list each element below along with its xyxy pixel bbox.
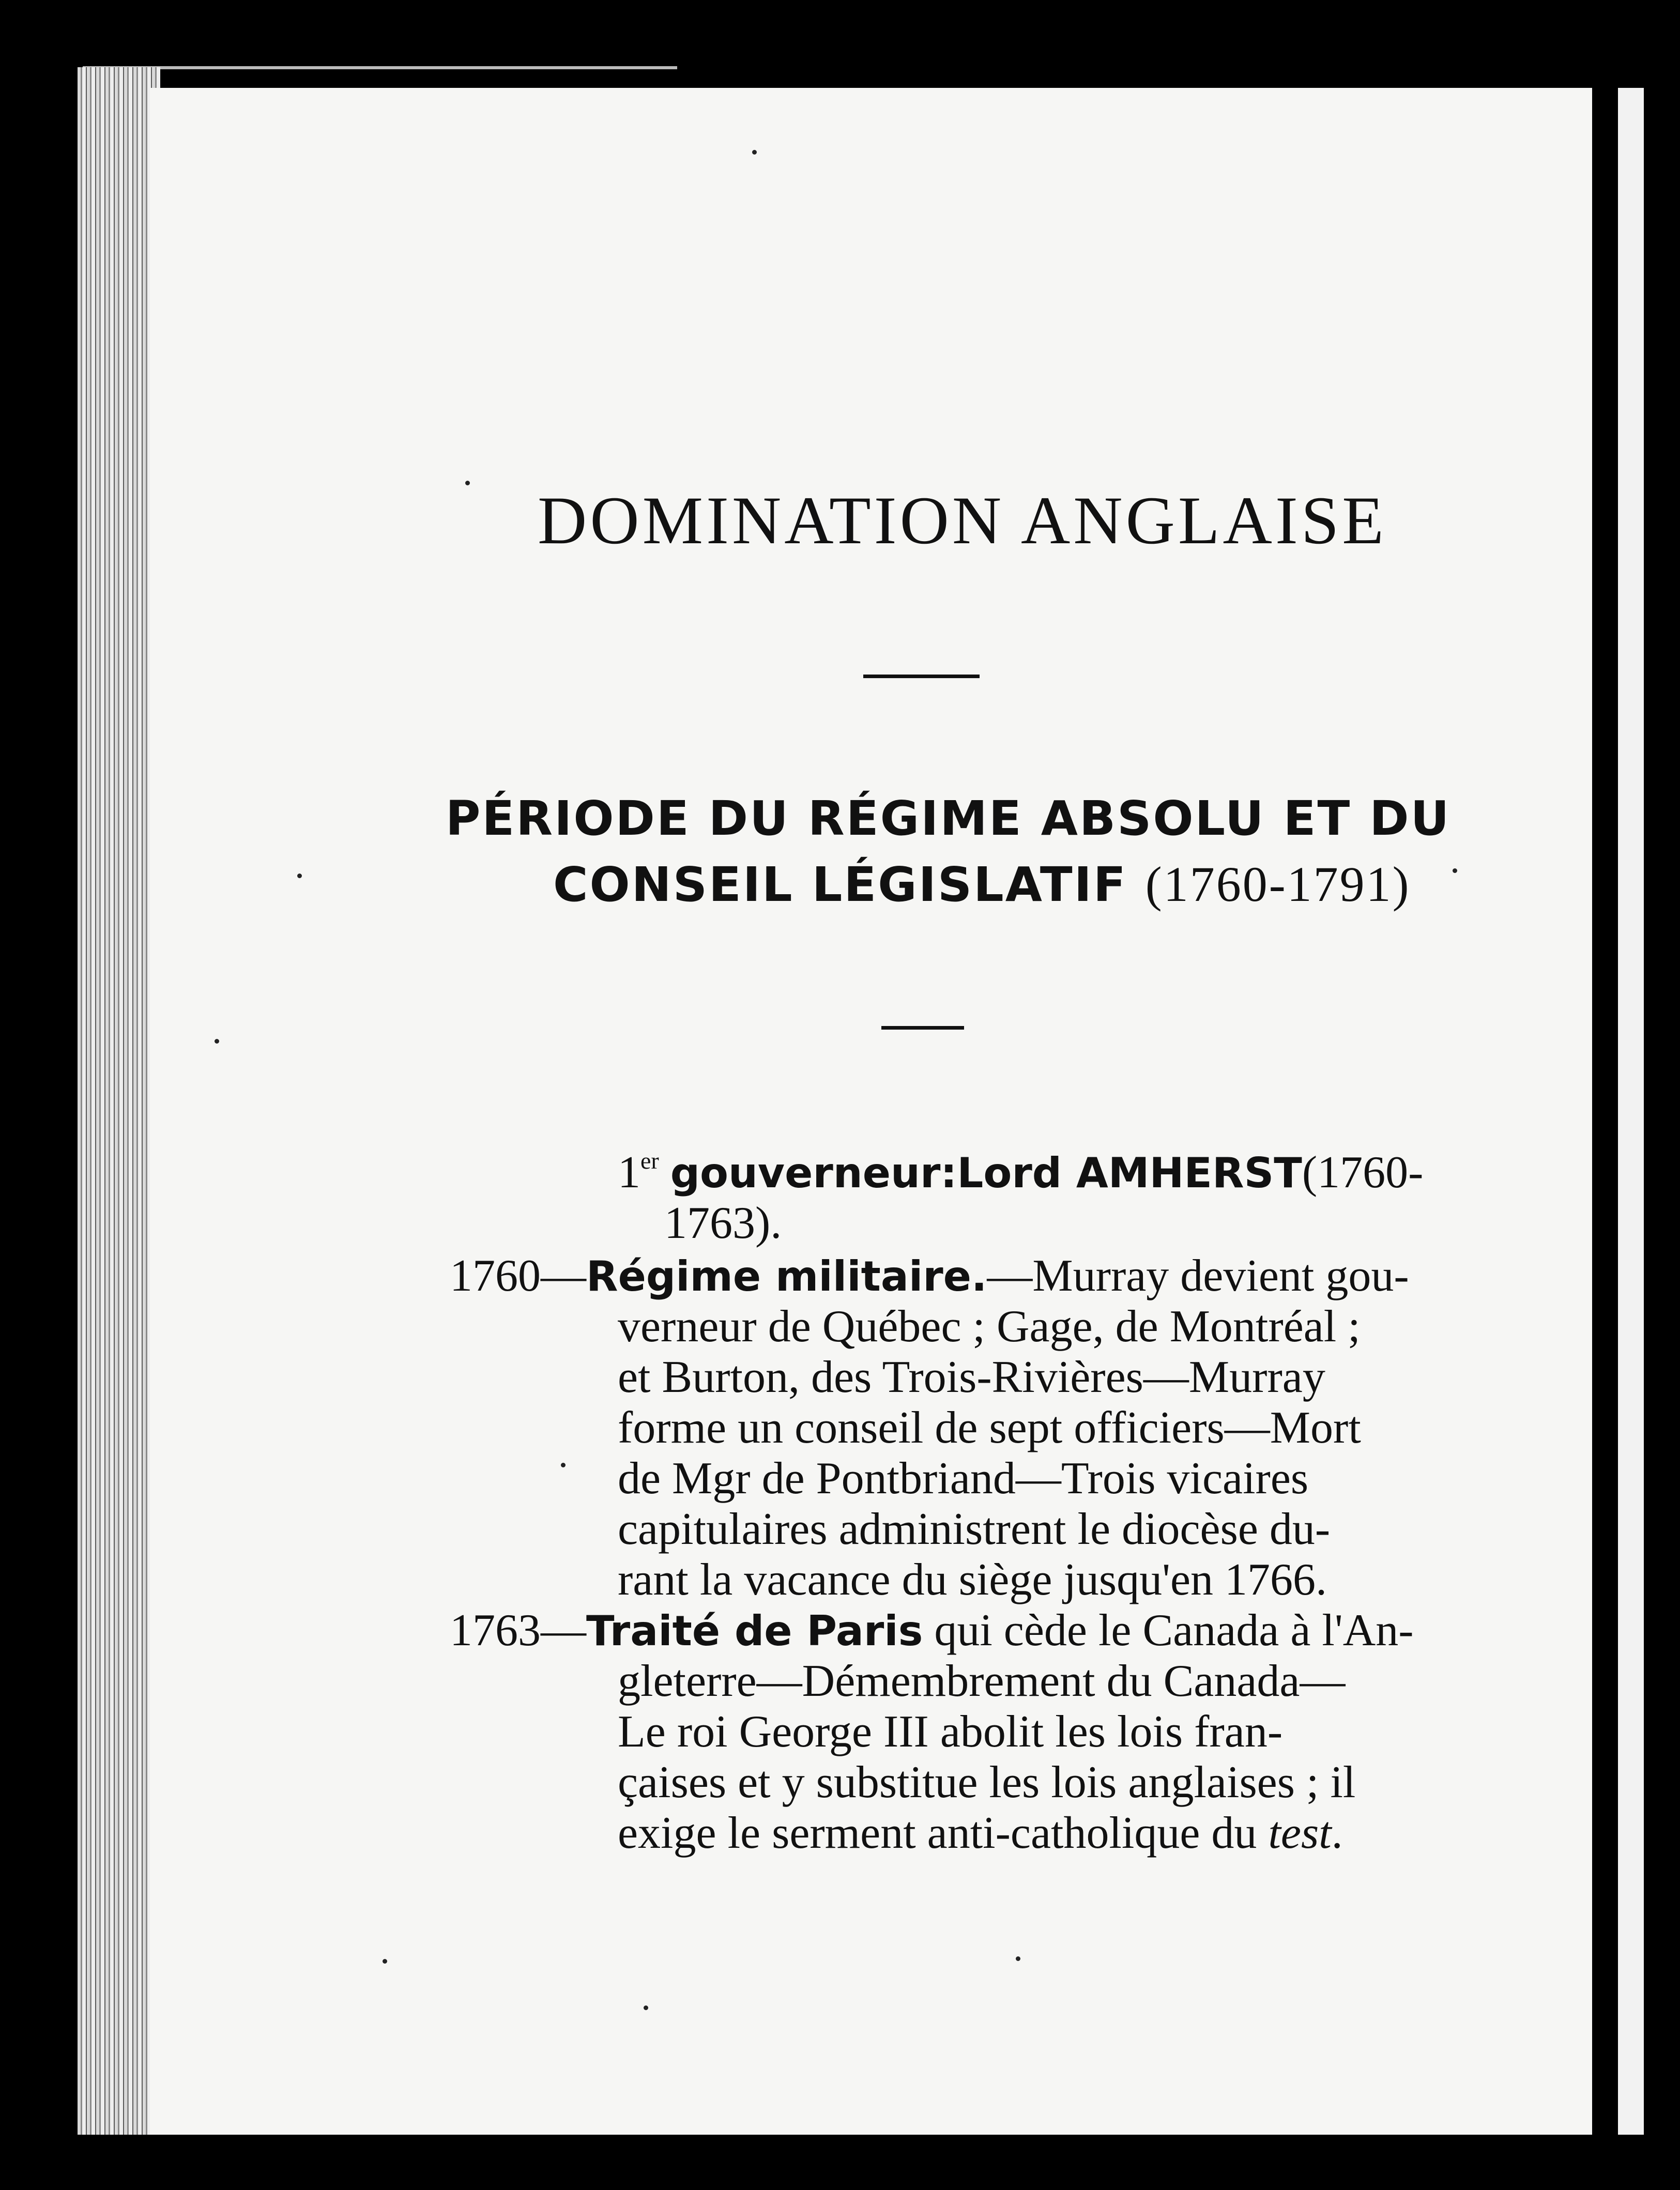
governor-dates-end: 1763). <box>664 1198 782 1248</box>
governor-label: gouverneur: <box>670 1149 957 1197</box>
entry-1763-line: Le roi George III abolit les lois fran- <box>618 1707 1283 1757</box>
ink-speck <box>644 2005 648 2010</box>
entry-1760-line: verneur de Québec ; Gage, de Montréal ; <box>618 1301 1361 1352</box>
governor-line <box>618 1147 1423 1199</box>
entry-1763-last-line <box>618 1808 1343 1859</box>
ink-speck <box>465 481 470 485</box>
page-title: DOMINATION ANGLAISE <box>538 482 1387 558</box>
ink-speck <box>1016 1956 1020 1961</box>
ink-speck <box>752 150 757 155</box>
entry-line: exige le serment anti-catholique du <box>618 1808 1257 1858</box>
section-divider <box>881 1026 964 1030</box>
ink-speck <box>1453 868 1457 873</box>
governor-ordinal-suffix: er <box>640 1147 659 1174</box>
entry-1760-line: et Burton, des Trois-Rivières—Murray <box>618 1352 1325 1402</box>
entry-italic-word: test <box>1268 1808 1332 1858</box>
entry-first-line: —Murray devient gou- <box>987 1251 1409 1301</box>
ink-speck <box>561 1463 566 1467</box>
entry-first-line: qui cède le Canada à l'An- <box>923 1605 1414 1656</box>
entry-year: 1760— <box>450 1251 586 1301</box>
next-page-edge <box>1618 88 1644 2135</box>
entry-1760-line: capitulaires administrent le diocèse du- <box>618 1504 1331 1554</box>
ink-speck <box>383 1959 387 1964</box>
ink-speck <box>215 1039 219 1044</box>
top-edge-rule <box>83 66 677 69</box>
section-heading-bold: CONSEIL LÉGISLATIF <box>553 857 1127 912</box>
entry-1763-first-line <box>450 1605 1414 1657</box>
entry-1763-line: çaises et y substitue les lois anglaises ; il <box>618 1757 1356 1808</box>
title-divider <box>863 675 980 678</box>
ink-speck <box>297 874 302 878</box>
governor-ordinal: 1 <box>618 1147 640 1198</box>
section-heading-line1: PÉRIODE DU RÉGIME ABSOLU ET DU <box>446 791 1451 846</box>
entry-1760-line: rant la vacance du siège jusqu'en 1766. <box>618 1555 1327 1605</box>
entry-1760-line: de Mgr de Pontbriand—Trois vicaires <box>618 1453 1309 1504</box>
entry-year: 1763— <box>450 1605 586 1656</box>
page-stack-edge <box>78 67 160 2135</box>
entry-line-end: . <box>1331 1808 1343 1858</box>
entry-1763-line: gleterre—Démembrement du Canada— <box>618 1656 1346 1706</box>
section-heading-dates: (1760-1791) <box>1145 856 1411 912</box>
governor-dates-start: (1760- <box>1302 1147 1424 1198</box>
entry-heading: Régime militaire. <box>586 1252 987 1300</box>
section-heading-line2 <box>553 855 1411 913</box>
entry-1760-line: forme un conseil de sept officiers—Mort <box>618 1403 1361 1453</box>
governor-name: Lord AMHERST <box>957 1149 1302 1197</box>
entry-heading: Traité de Paris <box>586 1607 923 1655</box>
entry-1760-first-line <box>450 1251 1409 1302</box>
